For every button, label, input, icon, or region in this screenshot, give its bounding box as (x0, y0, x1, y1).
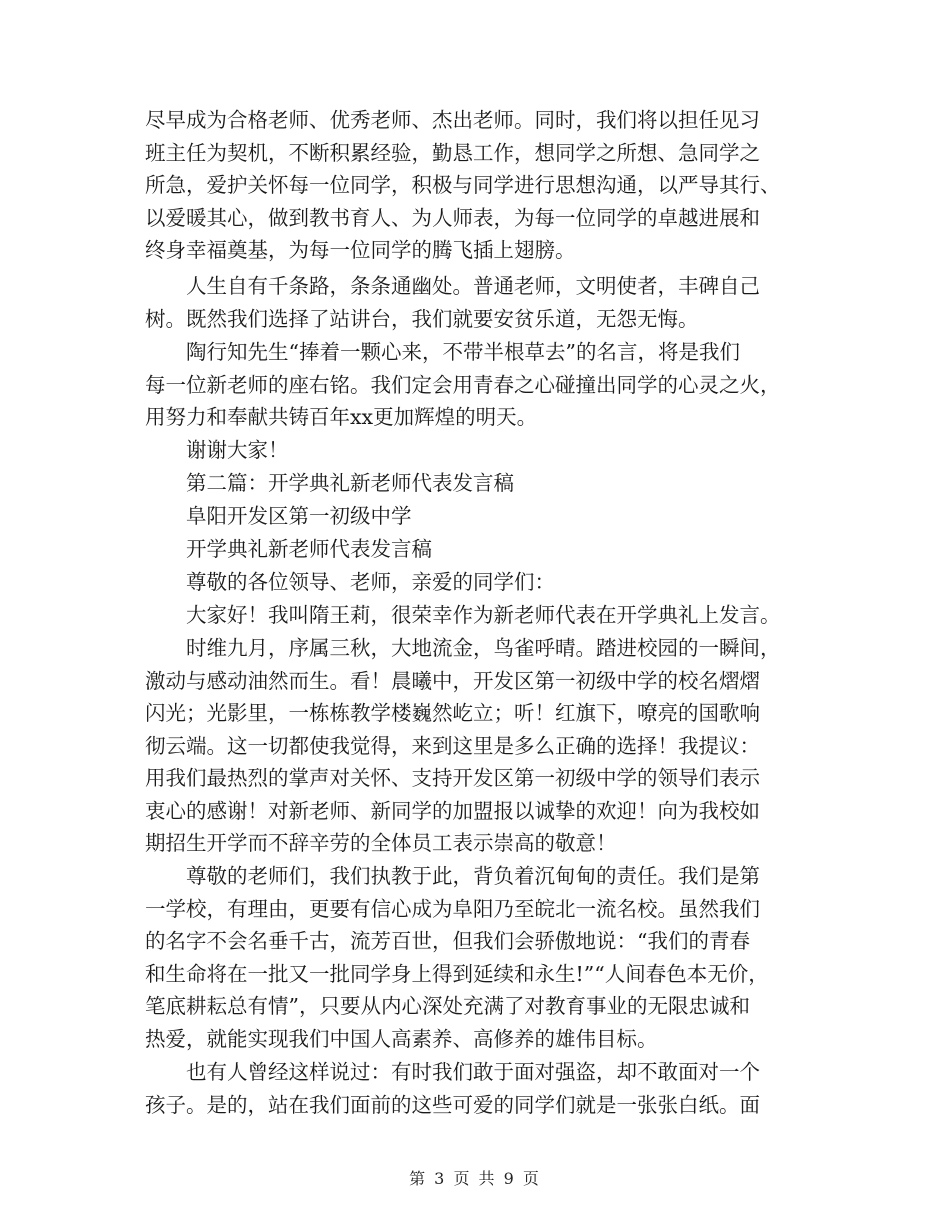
paragraph (145, 270, 800, 335)
text-line: 用努力和奉献共铸百年xx更加辉煌的明天。 (145, 405, 538, 429)
page-number-footer: 第 3 页 共 9 页 (409, 1169, 541, 1188)
paragraph (145, 1056, 800, 1121)
paragraph (145, 860, 800, 1055)
text-line: 阜阳开发区第一初级中学 (145, 504, 412, 528)
text-line: 所急，爱护关怀每一位同学，积极与同学进行思想沟通，以严导其行、 (145, 173, 781, 197)
paragraph (145, 533, 800, 566)
text-line: 树。既然我们选择了站讲台，我们就要安贫乐道，无怨无悔。 (145, 306, 699, 331)
paragraph (145, 500, 800, 533)
text-line: 彻云端。这一切都使我觉得，来到这里是多么正确的选择！我提议： (145, 733, 760, 758)
text-line: 第二篇：开学典礼新老师代表发言稿 (145, 471, 514, 495)
text-line: 大家好！我叫隋王莉，很荣幸作为新老师代表在开学典礼上发言。 (145, 603, 781, 627)
text-line: 尽早成为合格老师、优秀老师、杰出老师。同时，我们将以担任见习 (145, 108, 760, 132)
paragraph (145, 632, 800, 860)
text-line: 孩子。是的，站在我们面前的这些可爱的同学们就是一张张白纸。面 (145, 1092, 760, 1117)
text-line: 终身幸福奠基，为每一位同学的腾飞插上翅膀。 (145, 238, 576, 262)
text-line: 闪光；光影里，一栋栋教学楼巍然屹立；听！红旗下，嘹亮的国歌响 (145, 701, 760, 725)
text-line: 和生命将在一批又一批同学身上得到延续和永生!”“人间春色本无价， (145, 961, 769, 986)
text-line: 一学校，有理由，更要有信心成为阜阳乃至皖北一流名校。虽然我们 (145, 896, 760, 921)
text-line: 开学典礼新老师代表发言稿 (145, 537, 432, 561)
text-line: 谢谢大家！ (145, 438, 289, 462)
text-line: 也有人曾经这样说过：有时我们敢于面对强盗，却不敢面对一个 (145, 1060, 760, 1084)
paragraph (145, 566, 800, 599)
paragraph (145, 467, 800, 500)
text-line: 陶行知先生“捧着一颗心来，不带半根草去”的名言，将是我们 (145, 340, 740, 364)
paragraph (145, 104, 800, 267)
text-line: 期招生开学而不辞辛劳的全体员工表示崇高的敬意！ (145, 831, 617, 855)
text-line: 以爱暖其心，做到教书育人、为人师表，为每一位同学的卓越进展和 (145, 205, 760, 230)
text-line: 衷心的感谢！对新老师、新同学的加盟报以诚挚的欢迎！向为我校如 (145, 798, 760, 823)
text-line: 时维九月，序属三秋，大地流金，鸟雀呼晴。踏进校园的一瞬间， (145, 636, 781, 660)
text-line: 用我们最热烈的掌声对关怀、支持开发区第一初级中学的领导们表示 (145, 766, 760, 790)
text-line: 每一位新老师的座右铭。我们定会用青春之心碰撞出同学的心灵之火， (145, 372, 781, 397)
text-line: 的名字不会名垂千古，流芳百世，但我们会骄傲地说：“我们的青春 (145, 929, 750, 953)
text-line: 班主任为契机，不断积累经验，勤恳工作，想同学之所想、急同学之 (145, 140, 760, 165)
paragraph (145, 599, 800, 632)
text-line: 人生自有千条路，条条通幽处。普通老师，文明使者，丰碑自己 (145, 274, 760, 298)
text-line: 笔底耕耘总有情”，只要从内心深处充满了对教育事业的无限忠诚和 (145, 994, 750, 1018)
text-line: 尊敬的老师们，我们执教于此，背负着沉甸甸的责任。我们是第 (145, 864, 760, 888)
text-line: 热爱，就能实现我们中国人高素养、高修养的雄伟目标。 (145, 1026, 658, 1051)
text-line: 尊敬的各位领导、老师，亲爱的同学们： (145, 570, 555, 594)
text-line: 激动与感动油然而生。看！晨曦中，开发区第一初级中学的校名熠熠 (145, 668, 760, 693)
paragraph (145, 336, 800, 434)
paragraph (145, 434, 800, 467)
